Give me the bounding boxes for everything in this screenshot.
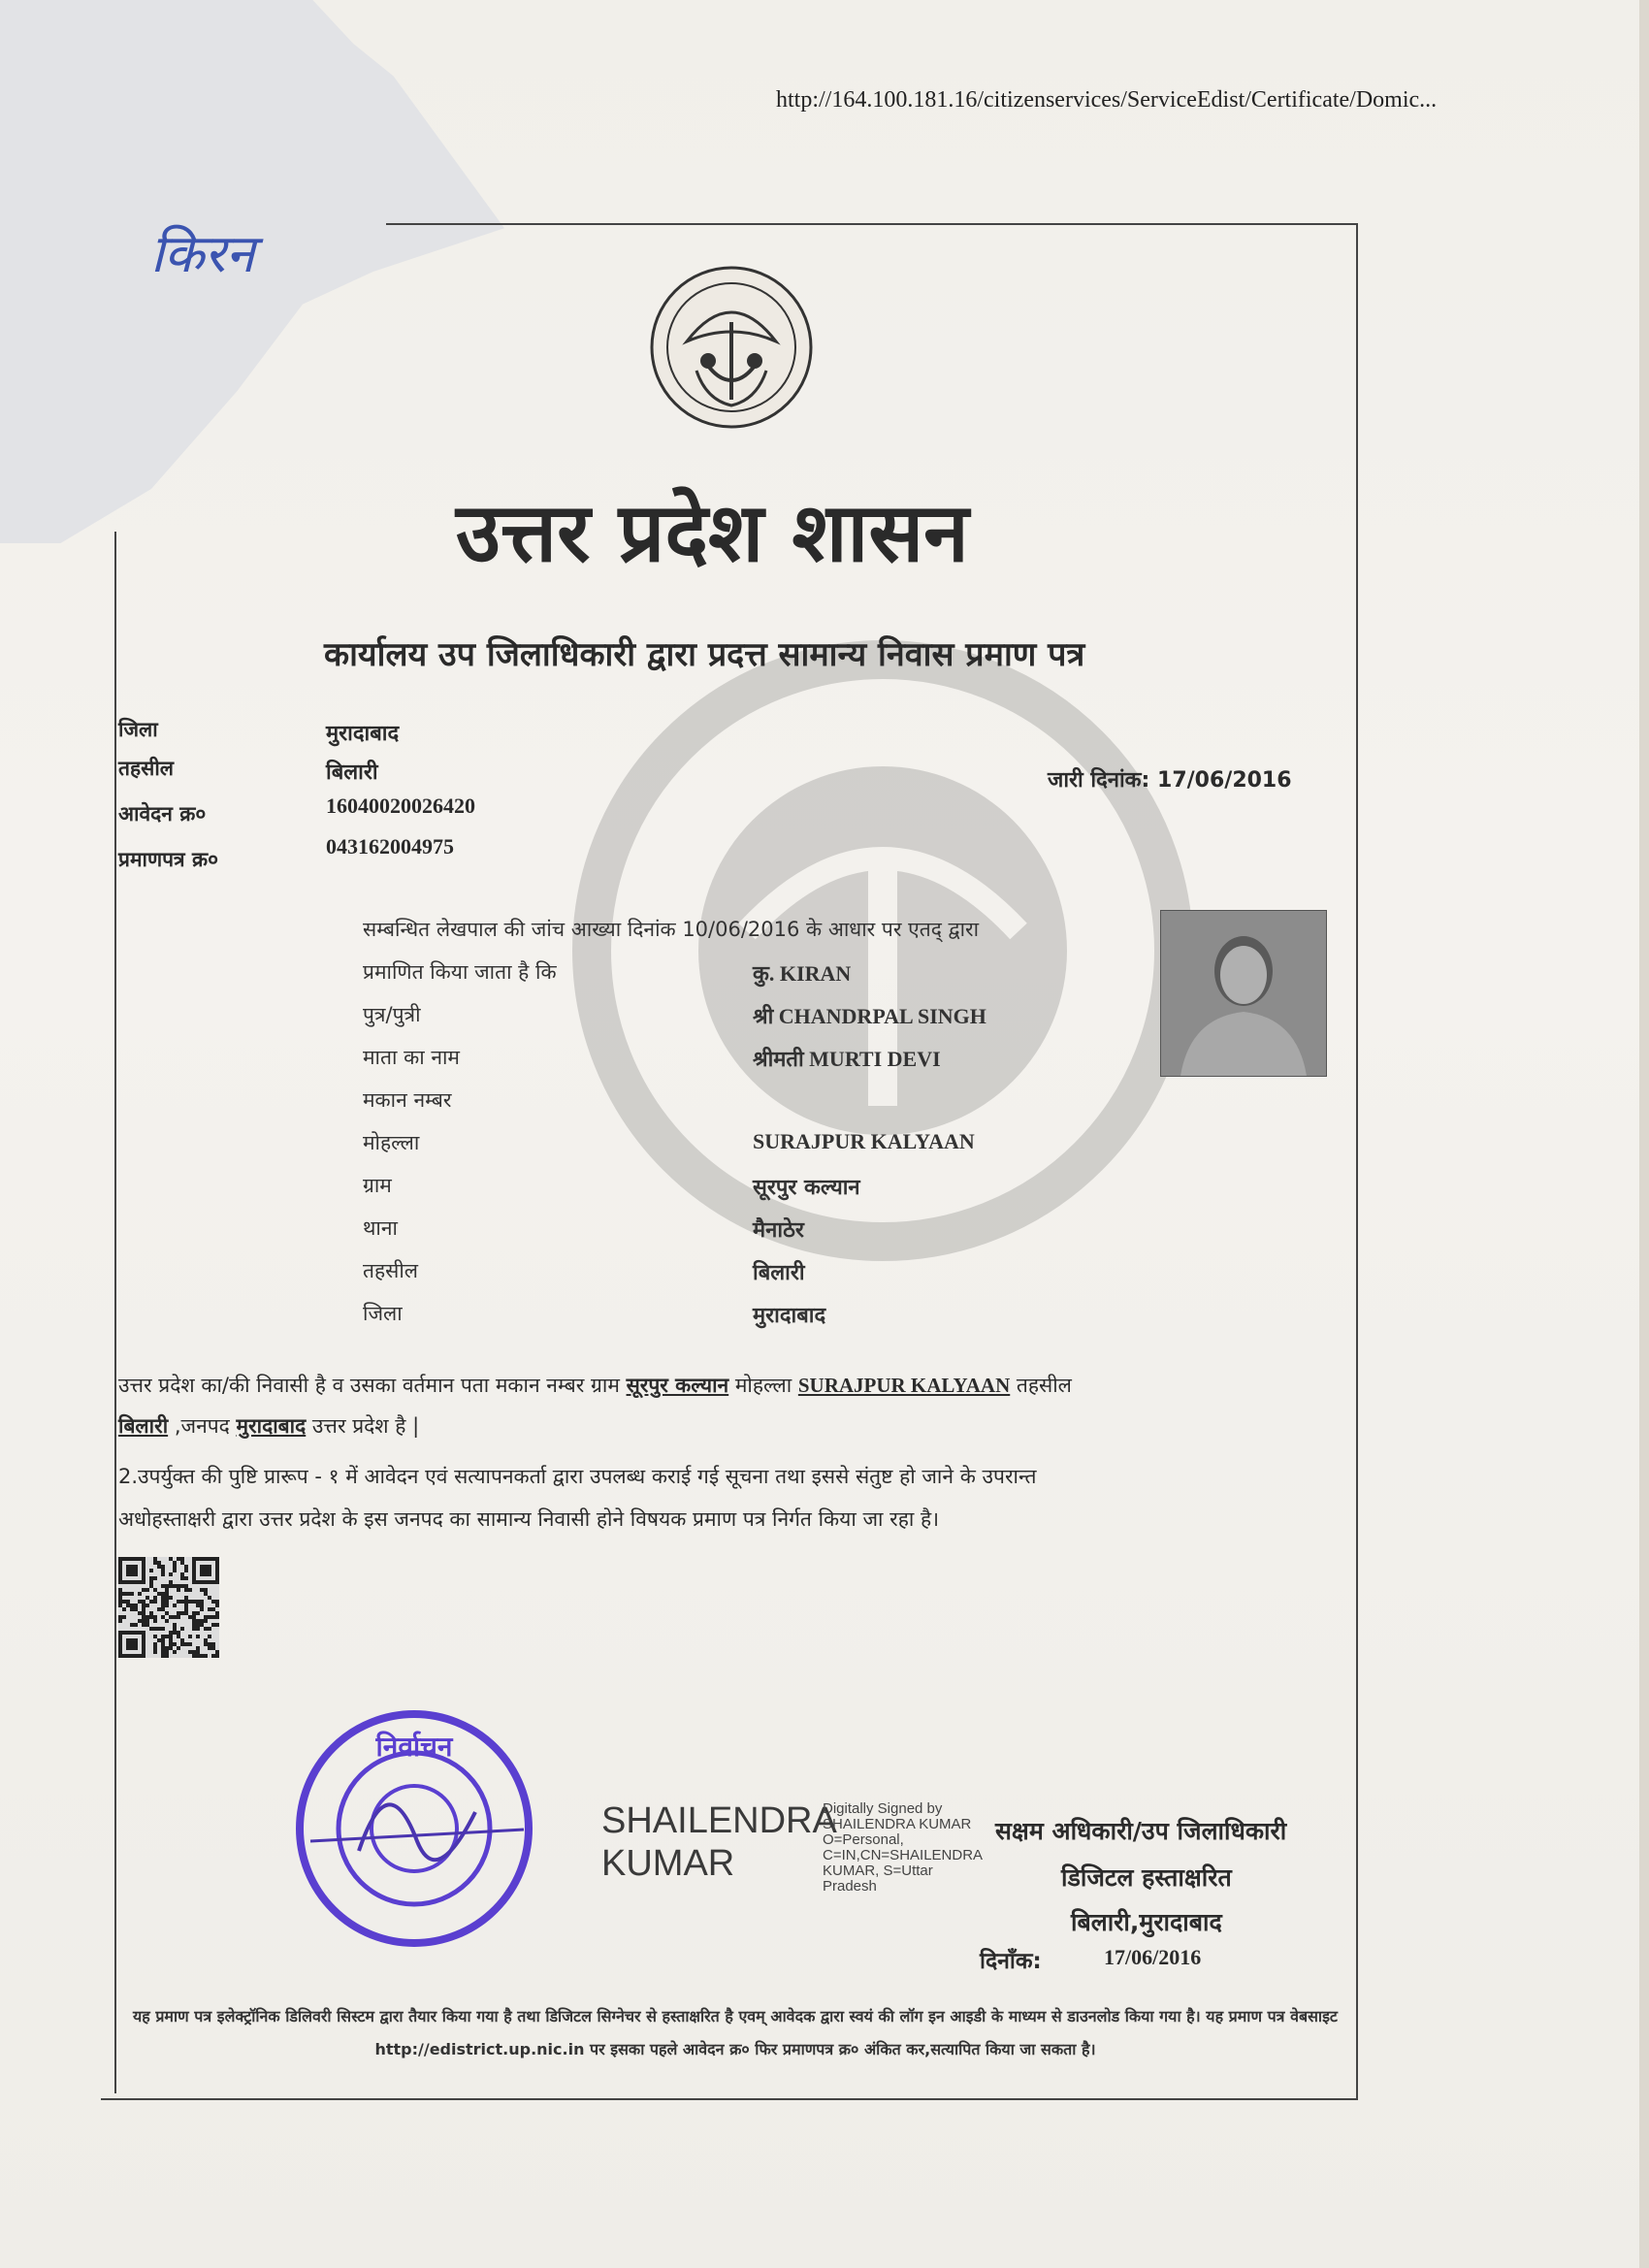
dsig-line: SHAILENDRA KUMAR — [823, 1816, 972, 1832]
meta-value-tehsil: बिलारी — [326, 761, 378, 785]
para1-text-pre: उत्तर प्रदेश का/की निवासी है व उसका वर्तमान पता मकान नम्बर ग्राम — [118, 1374, 627, 1397]
stamp-text: निर्वाचन — [375, 1731, 453, 1763]
frame-border-left — [114, 532, 116, 2093]
para1-text-mid2: तहसील — [1010, 1374, 1072, 1397]
residence-paragraph-line-2 — [118, 1412, 419, 1440]
frame-border-top — [386, 223, 1358, 225]
intro-line-2: प्रमाणित किया जाता है कि — [363, 960, 557, 984]
certificate-subtitle: कार्यालय उप जिलाधिकारी द्वारा प्रदत्त सामान्य निवास प्रमाण पत्र — [324, 635, 1085, 674]
officer-place: बिलारी,मुरादाबाद — [1071, 1908, 1222, 1936]
field-label-mohalla: मोहल्ला — [363, 1131, 420, 1154]
meta-label-certificate-no: प्रमाणपत्र क्र० — [118, 848, 219, 871]
dsig-line: Digitally Signed by — [823, 1800, 943, 1817]
dsig-line: KUMAR, S=Uttar — [823, 1863, 933, 1879]
government-title: उत्तर प्रदेश शासन — [456, 485, 969, 580]
handwritten-note: किरन — [150, 223, 255, 284]
source-url: http://164.100.181.16/citizenservices/ServiceEdist/Certificate/Domic... — [776, 87, 1438, 113]
frame-border-bottom — [101, 2098, 1358, 2100]
intro-line-1: सम्बन्धित लेखपाल की जांच आख्या दिनांक 10/06/2016 के आधार पर एतद् द्वारा — [363, 918, 980, 941]
field-label-mother: माता का नाम — [363, 1046, 460, 1069]
meta-label-tehsil: तहसील — [118, 757, 174, 780]
issue-date: जारी दिनांक: 17/06/2016 — [1048, 768, 1292, 793]
para1-text-mid3: ,जनपद — [168, 1414, 237, 1438]
field-value-village: सूरपुर कल्यान — [753, 1176, 860, 1200]
applicant-photo — [1160, 910, 1327, 1077]
para1-mohalla: SURAJPUR KALYAAN — [797, 1374, 1011, 1397]
qr-code-icon — [118, 1557, 219, 1658]
field-label-tehsil: तहसील — [363, 1259, 418, 1282]
verification-paragraph-line-2: अधोहस्ताक्षरी द्वारा उत्तर प्रदेश के इस जनपद का सामान्य निवासी होने विषयक प्रमाण पत्र निर्गत किया जा रहा है। — [118, 1507, 940, 1531]
meta-value-district: मुरादाबाद — [326, 722, 400, 746]
para1-text-post: उत्तर प्रदेश है | — [306, 1414, 420, 1438]
applicant-photo-icon — [1161, 911, 1326, 1076]
meta-label-district: जिला — [118, 718, 158, 741]
meta-label-application-no: आवेदन क्र० — [118, 802, 207, 826]
meta-value-certificate-no: 043162004975 — [326, 834, 454, 859]
meta-value-application-no: 16040020026420 — [326, 794, 475, 818]
field-label-parent: पुत्र/पुत्री — [363, 1003, 421, 1026]
digital-signature-details — [823, 1801, 1007, 1895]
footer-disclaimer: यह प्रमाण पत्र इलेक्ट्रॉनिक डिलिवरी सिस्टम द्वारा तैयार किया गया है तथा डिजिटल सिग्नेचर से हस्ताक्षरित है एवम् आवेदक द्वारा स्वयं की लॉग इन आइडी के माध्यम से डाउनलोड किया गया है। यह प्रमाण पत्र वेबसाइट http://edistrict.up.nic.in पर इसका पहले आवेदन क्र० फिर प्रमाणपत्र क्र० अंकित कर,सत्यापित किया जा सकता है। — [132, 2007, 1338, 2058]
para1-district: मुरादाबाद — [236, 1414, 307, 1438]
officer-digital-signed: डिजिटल हस्ताक्षरित — [1061, 1863, 1232, 1892]
field-value-tehsil: बिलारी — [753, 1261, 805, 1285]
verification-paragraph-line-1: 2.उपर्युक्त की पुष्टि प्रारूप - १ में आवेदन एवं सत्यापनकर्ता द्वारा उपलब्ध कराई गई सूचना तथा इससे संतुष्ट हो जाने के उपरान्त — [118, 1465, 1037, 1488]
dsig-line: O=Personal, — [823, 1831, 904, 1848]
frame-border-right — [1356, 223, 1358, 2100]
state-emblem-icon — [648, 264, 815, 431]
field-label-district: जिला — [363, 1302, 403, 1325]
signature-date-label: दिनाँक: — [980, 1949, 1042, 1974]
dsig-line: C=IN,CN=SHAILENDRA — [823, 1847, 984, 1863]
signer-name — [601, 1799, 837, 1885]
signer-name-line-1: SHAILENDRA — [601, 1800, 837, 1841]
applicant-name: कु. KIRAN — [753, 961, 852, 986]
para1-village: सूरपुर कल्यान — [626, 1374, 729, 1397]
officer-title: सक्षम अधिकारी/उप जिलाधिकारी — [995, 1817, 1287, 1845]
field-value-police-station: मैनाठेर — [753, 1218, 804, 1243]
para1-text-mid: मोहल्ला — [728, 1374, 798, 1397]
field-label-house-no: मकान नम्बर — [363, 1088, 452, 1112]
field-value-parent: श्री CHANDRPAL SINGH — [753, 1004, 986, 1028]
field-value-mohalla: SURAJPUR KALYAAN — [753, 1129, 975, 1153]
emblem-watermark-icon — [572, 640, 1193, 1261]
signature-date-value: 17/06/2016 — [1104, 1945, 1202, 1969]
field-value-mother: श्रीमती MURTI DEVI — [753, 1047, 941, 1071]
official-seal-stamp-icon — [291, 1705, 538, 1953]
para1-tehsil: बिलारी — [118, 1414, 169, 1438]
residence-paragraph-line-1 — [118, 1372, 1072, 1399]
signer-name-line-2: KUMAR — [601, 1843, 735, 1884]
field-value-district: मुरादाबाद — [753, 1304, 826, 1328]
field-label-police-station: थाना — [363, 1216, 398, 1240]
dsig-line: Pradesh — [823, 1878, 877, 1895]
field-label-village: ग्राम — [363, 1174, 392, 1197]
